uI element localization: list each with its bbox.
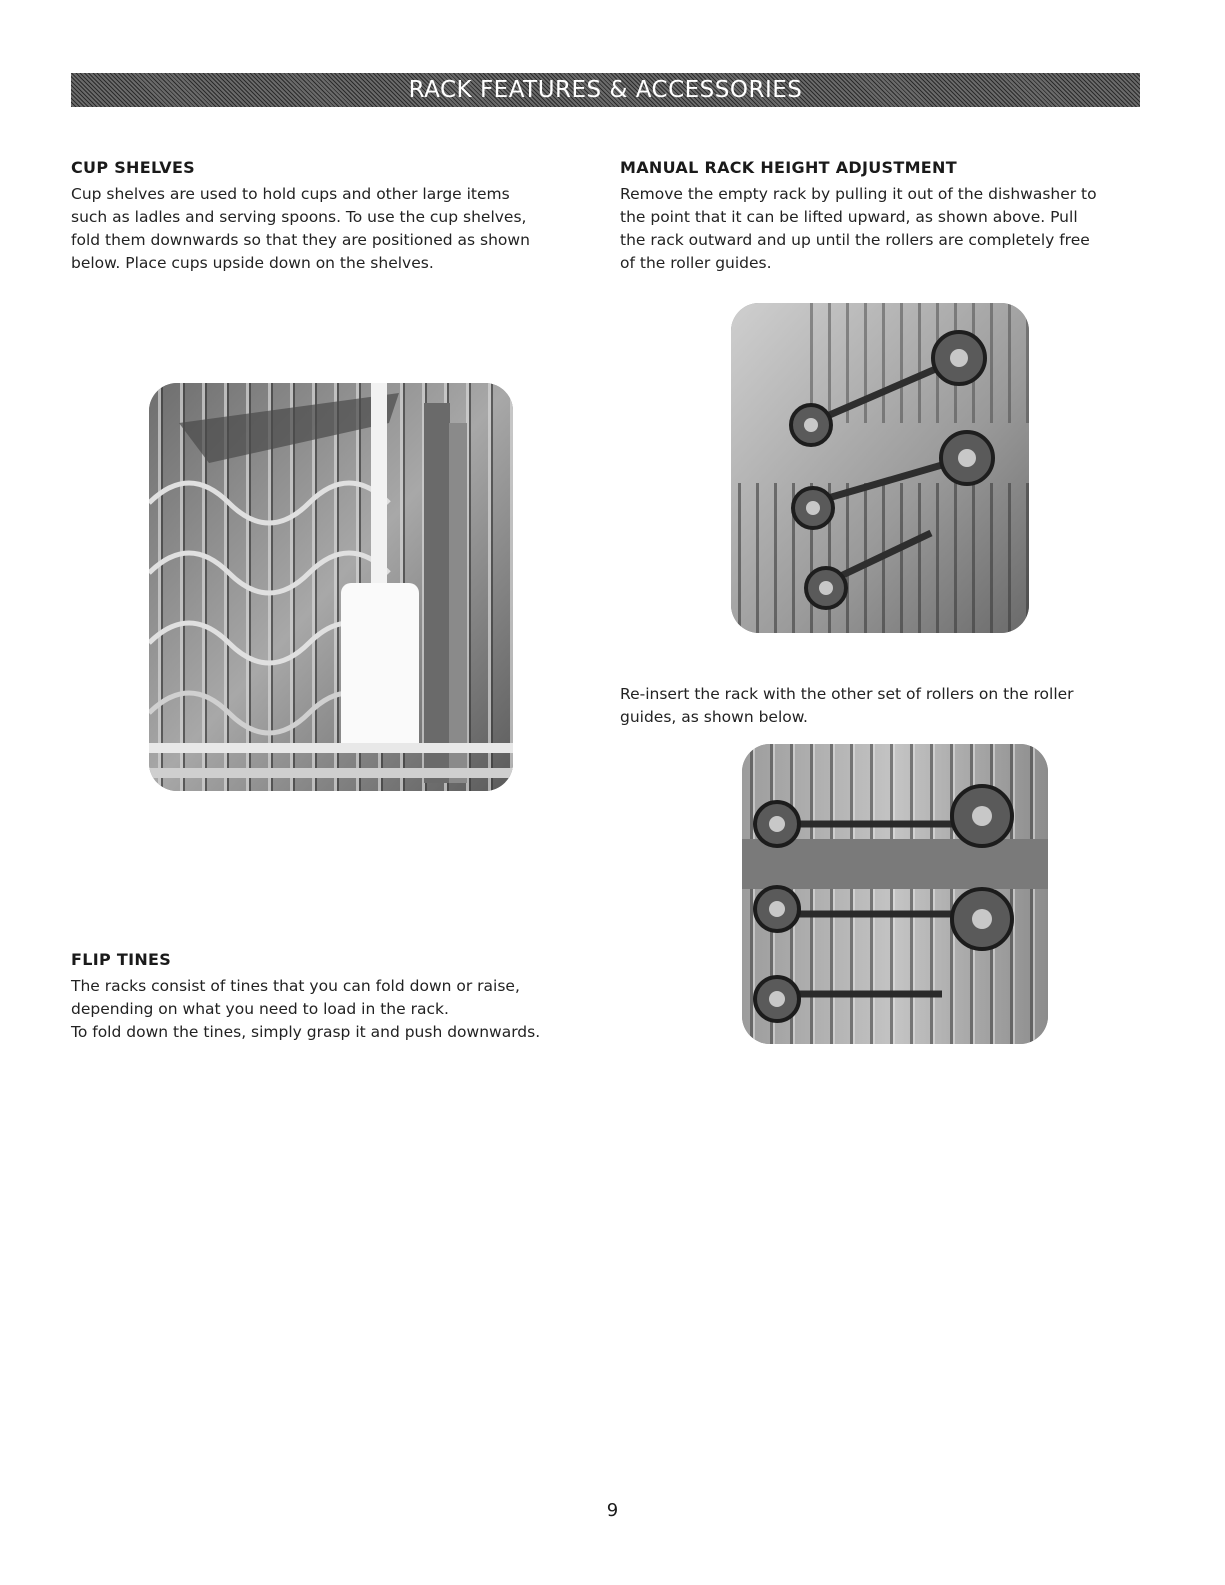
reinsert-line: Re-insert the rack with the other set of rollers on the roller <box>620 685 1074 703</box>
reinsert-text <box>620 683 1140 729</box>
page-title: RACK FEATURES & ACCESSORIES <box>408 77 803 103</box>
rack-rollers-image <box>731 303 1029 633</box>
flip-tines-line: depending on what you need to load in the rack. <box>71 1000 449 1018</box>
cup-shelves-line: below. Place cups upside down on the shelves. <box>71 254 434 272</box>
cup-shelves-line: Cup shelves are used to hold cups and other large items <box>71 185 510 203</box>
manual-rack-line: Remove the empty rack by pulling it out of the dishwasher to <box>620 185 1097 203</box>
reinsert-line: guides, as shown below. <box>620 708 808 726</box>
flip-tines-line: The racks consist of tines that you can fold down or raise, <box>71 977 520 995</box>
rack-roller-guides-image <box>742 744 1048 1044</box>
cup-shelves-photo <box>149 383 513 791</box>
manual-rack-line: the point that it can be lifted upward, as shown above. Pull <box>620 208 1078 226</box>
cup-shelf-rack-image <box>149 383 513 791</box>
cup-shelves-line: such as ladles and serving spoons. To use the cup shelves, <box>71 208 527 226</box>
flip-tines-line: To fold down the tines, simply grasp it and push downwards. <box>71 1023 541 1041</box>
manual-rack-line: of the roller guides. <box>620 254 772 272</box>
cup-shelves-heading: CUP SHELVES <box>71 158 196 177</box>
manual-rack-heading: MANUAL RACK HEIGHT ADJUSTMENT <box>620 158 957 177</box>
manual-rack-line: the rack outward and up until the rollers are completely free <box>620 231 1090 249</box>
rack-removal-photo <box>731 303 1029 633</box>
manual-rack-text <box>620 183 1140 275</box>
cup-shelves-text <box>71 183 591 275</box>
flip-tines-text <box>71 975 611 1044</box>
section-banner <box>71 73 1140 107</box>
rack-reinsert-photo <box>742 744 1048 1044</box>
page-number: 9 <box>606 1500 619 1521</box>
cup-shelves-line: fold them downwards so that they are positioned as shown <box>71 231 530 249</box>
flip-tines-heading: FLIP TINES <box>71 950 172 969</box>
